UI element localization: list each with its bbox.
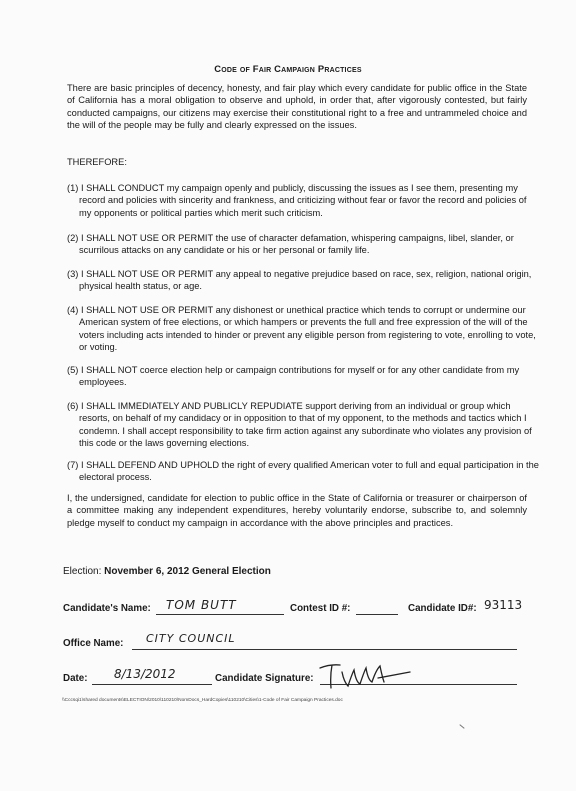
date-label: Date: bbox=[63, 673, 88, 684]
title-text: Code of Fair Campaign Practices bbox=[214, 63, 362, 74]
signature-label: Candidate Signature: bbox=[215, 673, 314, 684]
election-label: Election: bbox=[63, 566, 102, 577]
election-line bbox=[63, 566, 271, 577]
clause-5: (5) I SHALL NOT coerce election help or campaign contributions for myself or for any other candidate from my employees. bbox=[67, 365, 520, 388]
contest-id-label: Contest ID #: bbox=[290, 603, 351, 614]
clause-3: (3) I SHALL NOT USE OR PERMIT any appeal to negative prejudice based on race, sex, religion, national origin, physical health status, or age. bbox=[67, 269, 532, 292]
therefore-heading: THEREFORE: bbox=[67, 157, 127, 167]
date-line bbox=[92, 684, 212, 685]
candidate-id-field[interactable]: 93113 bbox=[484, 598, 523, 612]
office-name-line bbox=[132, 649, 517, 650]
office-name-label: Office Name: bbox=[63, 638, 124, 649]
office-name-field[interactable]: CITY COUNCIL bbox=[146, 632, 236, 645]
clause-1: (1) I SHALL CONDUCT my campaign openly and publicly, discussing the issues as I see them, presenting my record and policies with sincerity and frankness, and criticizing without fear or favor the record and policies of my opponents or political parties which merit such criticism. bbox=[67, 183, 527, 218]
clause-4: (4) I SHALL NOT USE OR PERMIT any dishonest or unethical practice which tends to corrupt or undermine our American system of free elections, or which hampers or prevents the full and free expression of the will of the voters including acts intended to hinder or prevent any eligible person from registering to vote, enrolling to vote, or voting. bbox=[67, 305, 536, 352]
pledge-paragraph: I, the undersigned, candidate for election to public office in the State of California or treasurer or chairperson of a committee making any independent expenditures, hereby voluntarily endorse, subscribe to, and solemnly pledge myself to conduct my campaign in accordance with the above principles and practices. bbox=[67, 493, 527, 528]
date-field[interactable]: 8/13/2012 bbox=[114, 667, 176, 681]
election-value: November 6, 2012 General Election bbox=[104, 566, 271, 577]
stray-mark bbox=[459, 724, 464, 729]
candidate-id-label: Candidate ID#: bbox=[408, 603, 477, 614]
candidate-name-label: Candidate's Name: bbox=[63, 603, 151, 614]
contest-id-field[interactable] bbox=[356, 614, 398, 615]
intro-paragraph: There are basic principles of decency, honesty, and fair play which every candidate for public office in the State of California has a moral obligation to observe and uphold, in order that, after vigorously contested, but fairly conducted campaigns, our citizens may exercise their constitutional right to a free and untrammeled choice and the will of the people may be fully and clearly expressed on the issues. bbox=[67, 83, 527, 130]
clause-6: (6) I SHALL IMMEDIATELY AND PUBLICLY REPUDIATE support deriving from an individual or group which resorts, on behalf of my candidacy or in opposition to that of my opponent, to the methods and tactics which I condemn. I shall accept responsibility to take firm action against any subordinate who violates any provision of this code or the laws governing elections. bbox=[67, 401, 532, 448]
candidate-name-field[interactable]: TOM BUTT bbox=[166, 598, 237, 612]
file-path-footer: \\Cccsqi1\shared documents\ELECTION\2010\110210\NomDocs_HardCopies\110210\Cities\1-Code of Fair Campaign Practices.doc bbox=[62, 698, 343, 703]
clause-2: (2) I SHALL NOT USE OR PERMIT the use of character defamation, whispering campaigns, libel, slander, or scurrilous attacks on any candidate or his or her personal or family life. bbox=[67, 233, 514, 256]
signature-field[interactable] bbox=[318, 660, 418, 692]
document-title bbox=[0, 63, 576, 74]
clause-7: (7) I SHALL DEFEND AND UPHOLD the right of every qualified American voter to full and equal participation in the electoral process. bbox=[67, 460, 539, 483]
candidate-name-line bbox=[156, 614, 284, 615]
